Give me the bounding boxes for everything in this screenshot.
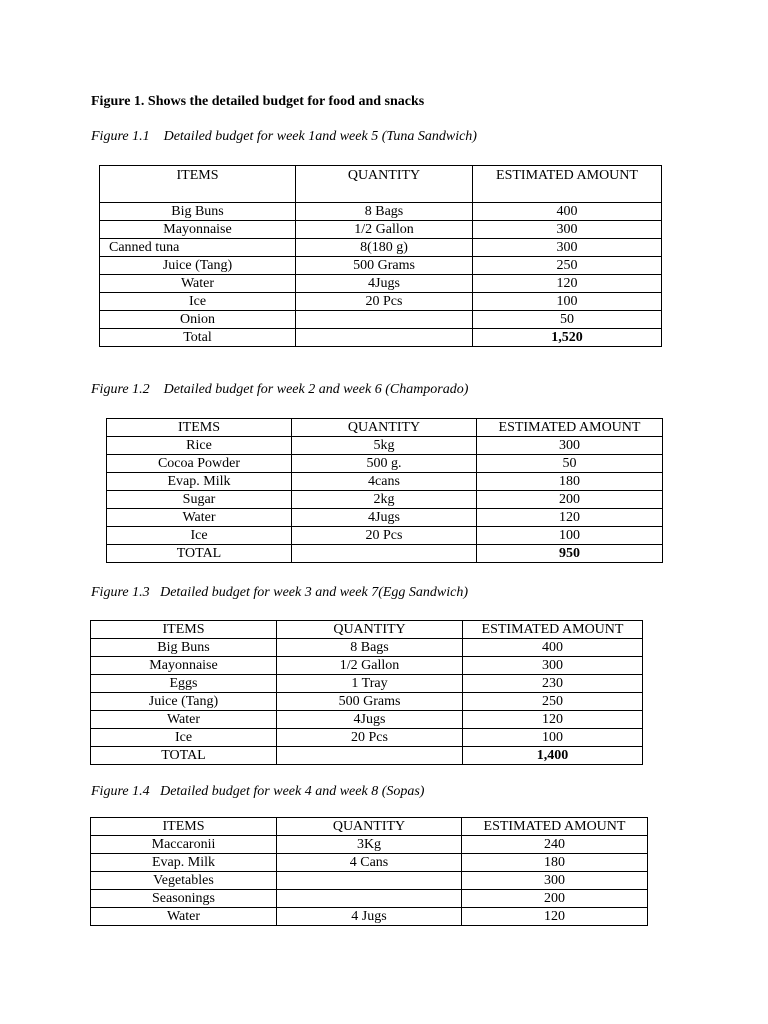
item-cell: Ice <box>100 293 296 311</box>
item-cell: Evap. Milk <box>107 473 292 491</box>
table-header-row <box>100 166 662 203</box>
quantity-cell <box>277 747 463 765</box>
total-row <box>91 747 643 765</box>
total-row <box>107 545 663 563</box>
column-header-estimated-amount: ESTIMATED AMOUNT <box>473 166 662 203</box>
total-label-cell: Total <box>100 329 296 347</box>
quantity-cell: 4Jugs <box>292 509 477 527</box>
quantity-cell: 4Jugs <box>277 711 463 729</box>
amount-cell: 300 <box>463 657 643 675</box>
column-header-quantity: QUANTITY <box>277 621 463 639</box>
amount-cell: 300 <box>477 437 663 455</box>
quantity-cell: 4Jugs <box>296 275 473 293</box>
item-cell: Mayonnaise <box>91 657 277 675</box>
table-row <box>100 221 662 239</box>
figure-1-4-caption: Figure 1.4 Detailed budget for week 4 and week 8 (Sopas) <box>91 784 425 799</box>
quantity-cell <box>277 872 462 890</box>
table-row <box>100 203 662 221</box>
amount-cell: 200 <box>477 491 663 509</box>
item-cell: Water <box>107 509 292 527</box>
table-row <box>100 239 662 257</box>
amount-cell: 100 <box>473 293 662 311</box>
table-row <box>107 509 663 527</box>
item-cell: Eggs <box>91 675 277 693</box>
amount-cell: 120 <box>473 275 662 293</box>
table-header-row <box>91 621 643 639</box>
quantity-cell: 1/2 Gallon <box>277 657 463 675</box>
item-cell: Canned tuna <box>100 239 296 257</box>
table-header-row <box>107 419 663 437</box>
table-row <box>107 473 663 491</box>
amount-cell: 100 <box>477 527 663 545</box>
table-row <box>100 275 662 293</box>
quantity-cell: 2kg <box>292 491 477 509</box>
column-header-items: ITEMS <box>91 621 277 639</box>
item-cell: Ice <box>91 729 277 747</box>
quantity-cell: 8(180 g) <box>296 239 473 257</box>
item-cell: Juice (Tang) <box>100 257 296 275</box>
quantity-cell: 20 Pcs <box>277 729 463 747</box>
column-header-estimated-amount: ESTIMATED AMOUNT <box>477 419 663 437</box>
amount-cell: 300 <box>473 221 662 239</box>
amount-cell: 50 <box>477 455 663 473</box>
table-row <box>107 491 663 509</box>
table-row <box>91 854 648 872</box>
table-row <box>107 455 663 473</box>
item-cell: Big Buns <box>100 203 296 221</box>
item-cell: Mayonnaise <box>100 221 296 239</box>
quantity-cell: 5kg <box>292 437 477 455</box>
figure-1-2-table <box>106 418 663 563</box>
table-row <box>91 657 643 675</box>
amount-cell: 100 <box>463 729 643 747</box>
table-row <box>91 675 643 693</box>
table-row <box>91 729 643 747</box>
amount-cell: 400 <box>463 639 643 657</box>
item-cell: Ice <box>107 527 292 545</box>
quantity-cell: 4 Cans <box>277 854 462 872</box>
item-cell: Water <box>91 908 277 926</box>
quantity-cell: 8 Bags <box>296 203 473 221</box>
quantity-cell: 500 g. <box>292 455 477 473</box>
column-header-items: ITEMS <box>107 419 292 437</box>
column-header-estimated-amount: ESTIMATED AMOUNT <box>462 818 648 836</box>
amount-cell: 250 <box>463 693 643 711</box>
table-row <box>100 257 662 275</box>
item-cell: Evap. Milk <box>91 854 277 872</box>
item-cell: Cocoa Powder <box>107 455 292 473</box>
item-cell: Onion <box>100 311 296 329</box>
quantity-cell: 8 Bags <box>277 639 463 657</box>
table-row <box>100 311 662 329</box>
table-row <box>91 693 643 711</box>
table-row <box>91 639 643 657</box>
column-header-items: ITEMS <box>91 818 277 836</box>
item-cell: Seasonings <box>91 890 277 908</box>
amount-cell: 300 <box>462 872 648 890</box>
table-row <box>91 890 648 908</box>
table-row <box>91 836 648 854</box>
table-row <box>107 437 663 455</box>
amount-cell: 300 <box>473 239 662 257</box>
table-row <box>91 711 643 729</box>
amount-cell: 120 <box>462 908 648 926</box>
quantity-cell: 4 Jugs <box>277 908 462 926</box>
item-cell: Water <box>91 711 277 729</box>
amount-cell: 230 <box>463 675 643 693</box>
column-header-quantity: QUANTITY <box>277 818 462 836</box>
figure-1-1-caption: Figure 1.1 Detailed budget for week 1and week 5 (Tuna Sandwich) <box>91 129 477 144</box>
total-label-cell: TOTAL <box>107 545 292 563</box>
column-header-items: ITEMS <box>100 166 296 203</box>
quantity-cell <box>277 890 462 908</box>
column-header-estimated-amount: ESTIMATED AMOUNT <box>463 621 643 639</box>
amount-cell: 180 <box>462 854 648 872</box>
column-header-quantity: QUANTITY <box>292 419 477 437</box>
quantity-cell: 1/2 Gallon <box>296 221 473 239</box>
figure-1-3-caption: Figure 1.3 Detailed budget for week 3 and week 7(Egg Sandwich) <box>91 585 469 600</box>
item-cell: Rice <box>107 437 292 455</box>
table-row <box>91 908 648 926</box>
quantity-cell: 500 Grams <box>277 693 463 711</box>
amount-cell: 400 <box>473 203 662 221</box>
item-cell: Juice (Tang) <box>91 693 277 711</box>
quantity-cell <box>292 545 477 563</box>
table-row <box>91 872 648 890</box>
table-row <box>100 293 662 311</box>
amount-cell: 180 <box>477 473 663 491</box>
item-cell: Big Buns <box>91 639 277 657</box>
table-header-row <box>91 818 648 836</box>
quantity-cell <box>296 329 473 347</box>
figure-1-2-caption: Figure 1.2 Detailed budget for week 2 and week 6 (Champorado) <box>91 382 469 397</box>
amount-cell: 200 <box>462 890 648 908</box>
figure-1-1-table <box>99 165 662 347</box>
quantity-cell: 20 Pcs <box>296 293 473 311</box>
column-header-quantity: QUANTITY <box>296 166 473 203</box>
amount-cell: 120 <box>477 509 663 527</box>
amount-cell: 120 <box>463 711 643 729</box>
total-amount-cell: 1,520 <box>473 329 662 347</box>
quantity-cell: 3Kg <box>277 836 462 854</box>
item-cell: Maccaronii <box>91 836 277 854</box>
quantity-cell <box>296 311 473 329</box>
item-cell: Sugar <box>107 491 292 509</box>
amount-cell: 250 <box>473 257 662 275</box>
total-row <box>100 329 662 347</box>
item-cell: Water <box>100 275 296 293</box>
figure-1-4-table <box>90 817 648 926</box>
amount-cell: 240 <box>462 836 648 854</box>
total-amount-cell: 950 <box>477 545 663 563</box>
quantity-cell: 500 Grams <box>296 257 473 275</box>
quantity-cell: 4cans <box>292 473 477 491</box>
quantity-cell: 20 Pcs <box>292 527 477 545</box>
document-heading: Figure 1. Shows the detailed budget for food and snacks <box>91 94 425 109</box>
figure-1-3-table <box>90 620 643 765</box>
quantity-cell: 1 Tray <box>277 675 463 693</box>
total-amount-cell: 1,400 <box>463 747 643 765</box>
item-cell: Vegetables <box>91 872 277 890</box>
total-label-cell: TOTAL <box>91 747 277 765</box>
table-row <box>107 527 663 545</box>
amount-cell: 50 <box>473 311 662 329</box>
